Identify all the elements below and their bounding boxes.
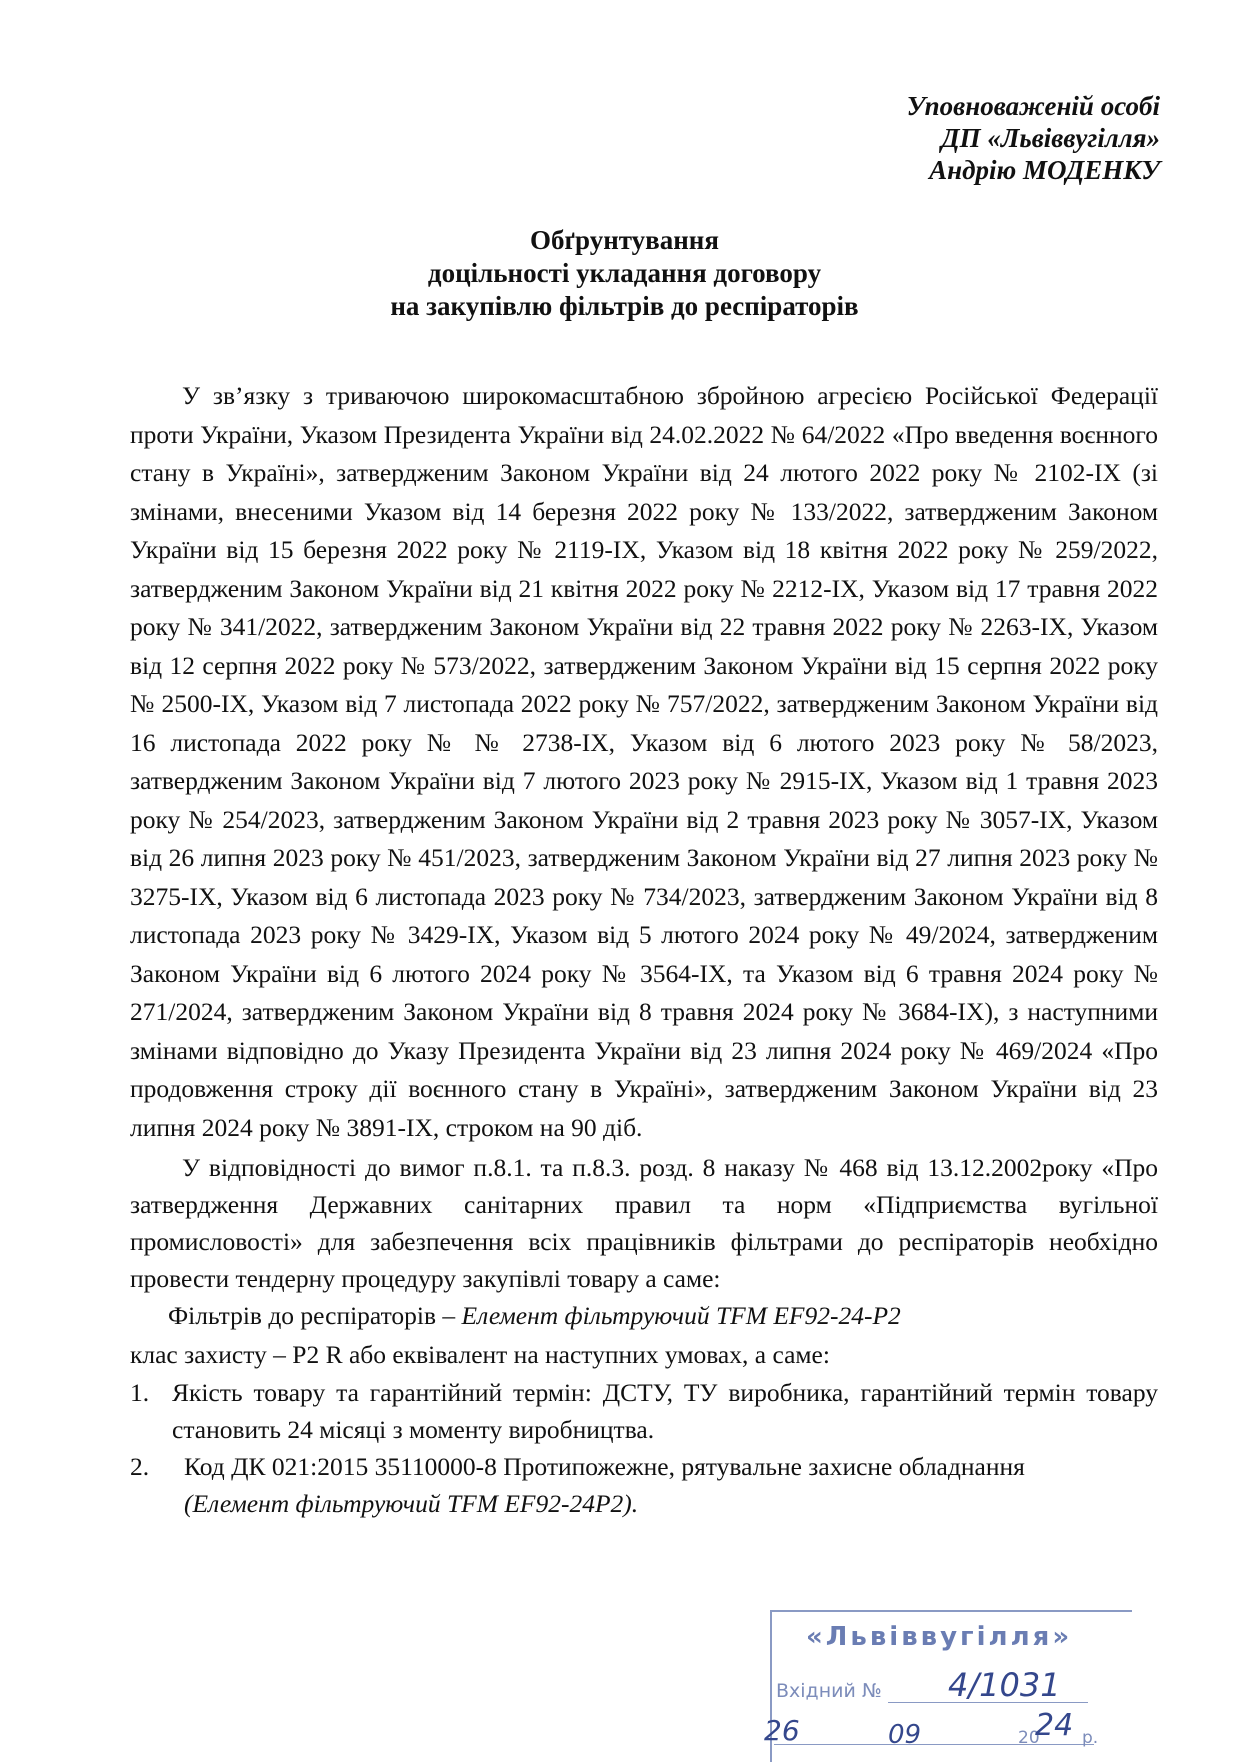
- paragraph-martial-law: У зв’язку з триваючою широкомасштабною збройною агресією Російської Федерації проти України, Указом Президента України від 24.02.2022 № 64/2022 «Про введення воєнного стану в Україні», затвердженим Законом України від 24 лютого 2022 року № 2102-IX (зі змінами, внесеними Указом від 14 березня 2022 року № 133/2022, затвердженим Законом України від 15 березня 2022 року № 2119-IX, Указом від 18 квітня 2022 року № 259/2022, затвердженим Законом України від 21 квітня 2022 року № 2212-IX, Указом від 17 травня 2022 року № 341/2022, затвердженим Законом України від 22 травня 2022 року № 2263-IX, Указом від 12 серпня 2022 року № 573/2022, затвердженим Законом України від 15 серпня 2022 року № 2500-IX, Указом від 7 листопада 2022 року № 757/2022, затвердженим Законом України від 16 листопада 2022 року № № 2738-IX, Указом від 6 лютого 2023 року № 58/2023, затвердженим Законом України від 7 лютого 2023 року № 2915-IX, Указом від 1 травня 2023 року № 254/2023, затвердженим Законом України від 2 травня 2023 року № 3057-IX, Указом від 26 липня 2023 року № 451/2023, затвердженим Законом України від 27 липня 2023 року № 3275-IX, Указом від 6 листопада 2023 року № 734/2023, затвердженим Законом України від 8 листопада 2023 року № 3429-IX, Указом від 5 лютого 2024 року № 49/2024, затвердженим Законом України від 6 лютого 2024 року № 3564-IX, та Указом від 6 травня 2024 року № 271/2024, затвердженим Законом України від 8 травня 2024 року № 3684-IX), з наступними змінами відповідно до Указу Президента України від 23 липня 2024 року № 469/2024 «Про продовження строку дії воєнного стану в Україні», затвердженим Законом України від 23 липня 2024 року № 3891-IX, строком на 90 діб.: [130, 381, 1158, 1142]
- paragraph-requirements: У відповідності до вимог п.8.1. та п.8.3. розд. 8 наказу № 468 від 13.12.2002року «Про затвердження Державних санітарних правил та норм «Підприємства вугільної промисловості» для забезпечення всіх працівників фільтрами до респіраторів необхідно провести тендерну процедуру закупівлі товару а саме:: [130, 1153, 1158, 1293]
- stamp-year: 24: [1035, 1708, 1074, 1743]
- addressee-line-2: ДП «Львіввугілля»: [941, 123, 1160, 153]
- stamp-month: 09: [888, 1720, 922, 1750]
- list-item-text-block: [184, 1448, 1158, 1522]
- title-line-1: Обґрунтування: [530, 225, 719, 255]
- stamp-incoming-label: Вхідний №: [776, 1680, 882, 1702]
- list-item: [130, 1374, 1158, 1448]
- addressee-line-1: Уповноваженій особі: [906, 91, 1160, 121]
- list-item-italic-text: (Елемент фільтруючий TFM EF92-24P2).: [184, 1489, 639, 1518]
- product-line: [130, 1297, 1158, 1336]
- document-body: [130, 377, 1158, 1522]
- title-line-3: на закупівлю фільтрів до респіраторів: [390, 291, 859, 321]
- list-item-number: 2.: [130, 1452, 150, 1481]
- addressee-block: [660, 90, 1160, 186]
- list-item-text: Якість товару та гарантійний термін: ДСТУ, ТУ виробника, гарантійний термін товару становить 24 місяці з моменту виробництва.: [172, 1378, 1158, 1444]
- document-title: [0, 224, 1249, 323]
- stamp-number: 4/1031: [948, 1666, 1061, 1704]
- stamp-year-suffix: р.: [1082, 1728, 1099, 1748]
- stamp-date-line: [774, 1744, 1094, 1745]
- addressee-line-3: Андрію МОДЕНКУ: [929, 155, 1160, 185]
- title-line-2: доцільності укладання договору: [427, 258, 822, 288]
- incoming-stamp: [764, 1610, 1110, 1754]
- stamp-day: 26: [764, 1714, 800, 1747]
- list-item-number: 1.: [130, 1378, 150, 1407]
- stamp-org-name: «Львіввугілля»: [806, 1622, 1073, 1652]
- list-item-text: Код ДК 021:2015 35110000-8 Протипожежне, рятувальне захисне обладнання: [184, 1452, 1025, 1481]
- product-prefix: Фільтрів до респіраторів –: [168, 1301, 462, 1330]
- list-item: [130, 1448, 1158, 1522]
- protection-class-line: клас захисту – P2 R або еквівалент на наступних умовах, а саме:: [130, 1339, 830, 1369]
- product-name: Елемент фільтруючий TFM EF92-24-P2: [461, 1301, 901, 1330]
- stamp-year-prefix: 20: [1018, 1728, 1040, 1748]
